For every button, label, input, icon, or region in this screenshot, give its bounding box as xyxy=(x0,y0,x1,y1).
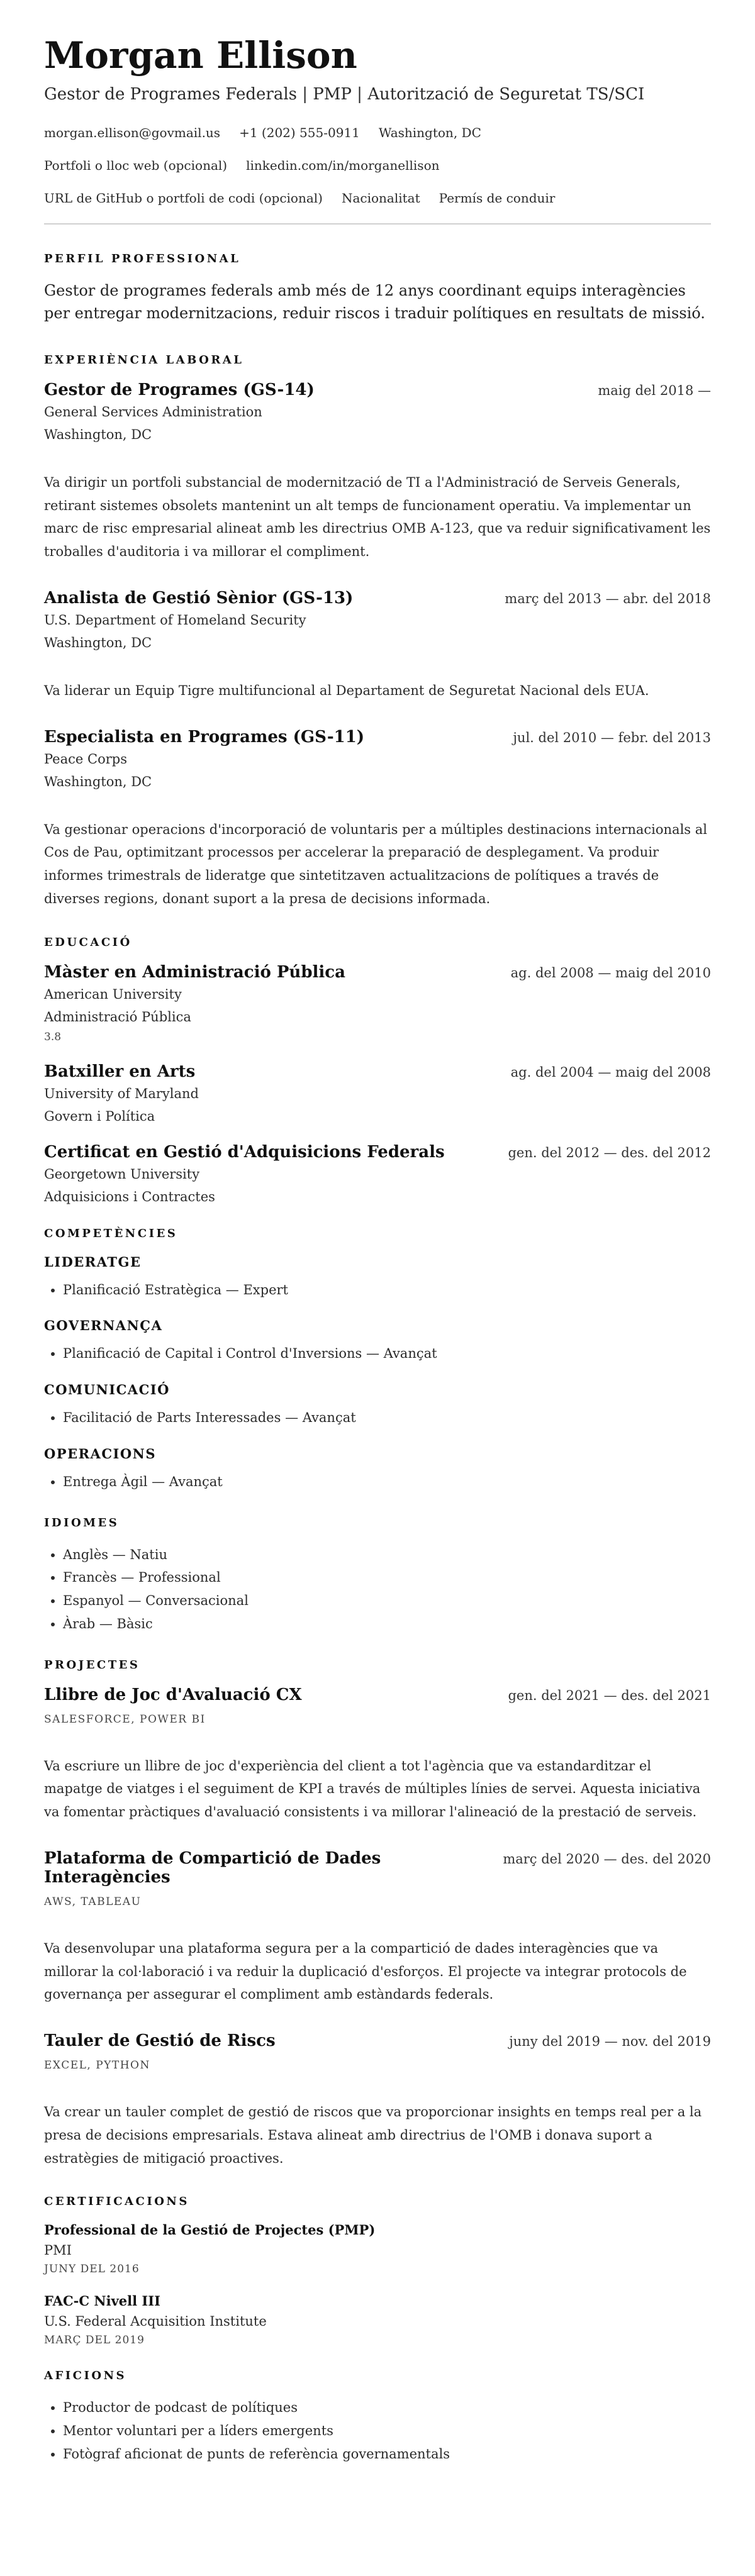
experience-org: General Services Administration xyxy=(44,404,262,419)
experience-entry xyxy=(44,589,711,702)
contact-nationality: Nacionalitat xyxy=(341,190,420,206)
certification-date: MARÇ DEL 2019 xyxy=(44,2334,145,2347)
summary-section-title: PERFIL PROFESSIONAL xyxy=(44,252,241,265)
language-item: • Espanyol — Conversacional xyxy=(63,1589,711,1613)
certifications-section xyxy=(44,2195,711,2346)
experience-entry xyxy=(44,728,711,911)
contact-location: Washington, DC xyxy=(378,125,481,140)
skill-item: • Entrega Àgil — Avançat xyxy=(63,1470,711,1494)
experience-role: Gestor de Programes (GS-14) xyxy=(44,380,315,399)
contact-github[interactable]: URL de GitHub o portfoli de codi (opcional) xyxy=(44,190,323,206)
experience-org: Peace Corps xyxy=(44,751,127,767)
experience-org: U.S. Department of Homeland Security xyxy=(44,612,306,628)
contact-row-primary xyxy=(44,125,711,140)
skill-item: • Planificació Estratègica — Expert xyxy=(63,1279,711,1302)
skill-item: • Planificació de Capital i Control d'Inversions — Avançat xyxy=(63,1342,711,1365)
experience-description: Va liderar un Equip Tigre multifuncional al Departament de Seguretat Nacional dels EUA. xyxy=(44,682,649,698)
certification-date: JUNY DEL 2016 xyxy=(44,2263,140,2276)
language-item: • Anglès — Natiu xyxy=(63,1543,711,1567)
header-divider xyxy=(44,223,711,225)
education-field: Govern i Política xyxy=(44,1108,155,1124)
experience-location: Washington, DC xyxy=(44,426,152,442)
project-tech: SALESFORCE, POWER BI xyxy=(44,1713,206,1726)
project-description: Va escriure un llibre de joc d'experiència del client a tot l'agència que va estandarditzar el mapatge de viatges i el seguiment de KPI a través de múltiples línies de servei. Aquesta iniciativa va fomentar pràctiques d'avaluació consistents i va millorar l'alineació de la prestació de serveis. xyxy=(44,1758,701,1820)
experience-role: Analista de Gestió Sènior (GS-13) xyxy=(44,588,354,608)
skill-category: OPERACIONS xyxy=(44,1445,157,1462)
language-item: • Àrab — Bàsic xyxy=(63,1613,711,1636)
project-entry xyxy=(44,1849,711,2006)
education-degree: Certificat en Gestió d'Adquisicions Federals xyxy=(44,1142,445,1162)
skill-list xyxy=(44,1406,711,1430)
contact-email[interactable]: morgan.ellison@govmail.us xyxy=(44,125,221,140)
language-item: • Francès — Professional xyxy=(63,1566,711,1589)
education-field: Administració Pública xyxy=(44,1009,191,1024)
certification-name: Professional de la Gestió de Projectes (PMP) xyxy=(44,2222,376,2238)
language-list xyxy=(44,1543,711,1636)
education-gpa: 3.8 xyxy=(44,1030,62,1043)
experience-entry xyxy=(44,380,711,564)
education-entry xyxy=(44,1143,711,1204)
projects-section-title: PROJECTES xyxy=(44,1658,140,1672)
project-name: Llibre de Joc d'Avaluació CX xyxy=(44,1685,302,1704)
education-field: Adquisicions i Contractes xyxy=(44,1189,215,1204)
hobby-item: • Productor de podcast de polítiques xyxy=(63,2396,711,2419)
education-section xyxy=(44,936,711,1204)
education-degree: Batxiller en Arts xyxy=(44,1062,196,1081)
project-dates: març del 2020 — des. del 2020 xyxy=(503,1851,711,1867)
contact-linkedin[interactable]: linkedin.com/in/morganellison xyxy=(246,157,440,173)
skill-category: GOVERNANÇA xyxy=(44,1318,163,1334)
contact-row-links xyxy=(44,158,711,173)
certification-entry xyxy=(44,2293,711,2346)
skill-list xyxy=(44,1342,711,1365)
certification-entry xyxy=(44,2222,711,2275)
skill-item: • Facilitació de Parts Interessades — Avançat xyxy=(63,1406,711,1430)
education-dates: ag. del 2004 — maig del 2008 xyxy=(510,1064,711,1080)
candidate-headline: Gestor de Programes Federals | PMP | Autorització de Seguretat TS/SCI xyxy=(44,84,645,104)
experience-section-title: EXPERIÈNCIA LABORAL xyxy=(44,353,244,367)
experience-description: Va dirigir un portfoli substancial de modernització de TI a l'Administració de Serveis Generals, retirant sistemes obsolets mantenint un alt temps de funcionament operatiu. Va implementar un marc de risc empresarial alineat amb les directrius OMB A-123, que va reduir significativament les troballes d'auditoria i va millorar el compliment. xyxy=(44,474,711,560)
project-tech: EXCEL, PYTHON xyxy=(44,2059,150,2072)
certifications-section-title: CERTIFICACIONS xyxy=(44,2195,189,2209)
certification-issuer: U.S. Federal Acquisition Institute xyxy=(44,2314,267,2329)
resume-header xyxy=(44,36,711,206)
education-school: University of Maryland xyxy=(44,1085,199,1101)
education-degree: Màster en Administració Pública xyxy=(44,962,345,982)
experience-role: Especialista en Programes (GS-11) xyxy=(44,727,365,747)
project-tech: AWS, TABLEAU xyxy=(44,1895,142,1908)
projects-section xyxy=(44,1658,711,2170)
education-school: American University xyxy=(44,986,182,1002)
hobby-item: • Mentor voluntari per a líders emergents xyxy=(63,2419,711,2443)
project-entry xyxy=(44,1685,711,1824)
project-entry xyxy=(44,2031,711,2170)
contact-row-extra xyxy=(44,191,711,206)
experience-description: Va gestionar operacions d'incorporació de voluntaris per a múltiples destinacions internacionals al Cos de Pau, optimitzant processos per accelerar la preparació de desplegament. Va produir informes trimestrals de lideratge que sintetitzaven actualitzacions de polítiques a través de diverses regions, donant suport a la presa de decisions informada. xyxy=(44,821,707,906)
skills-section xyxy=(44,1227,711,1494)
hobby-list xyxy=(44,2396,711,2465)
project-description: Va crear un tauler complet de gestió de riscos que va proporcionar insights en temps real per a la presa de decisions empresarials. Estava alineat amb directrius de l'OMB i donava suport a estratègies de mitigació proactives. xyxy=(44,2104,702,2166)
languages-section xyxy=(44,1516,711,1636)
project-description: Va desenvolupar una plataforma segura per a la compartició de dades interagències que va millorar la col·laboració i va reduir la duplicació d'esforços. El projecte va integrar protocols de governança per assegurar el compliment amb estàndards federals. xyxy=(44,1940,687,2002)
project-dates: gen. del 2021 — des. del 2021 xyxy=(508,1687,711,1703)
experience-dates: març del 2013 — abr. del 2018 xyxy=(505,591,711,606)
skill-list xyxy=(44,1279,711,1302)
experience-dates: maig del 2018 — xyxy=(598,382,711,398)
contact-portfolio[interactable]: Portfoli o lloc web (opcional) xyxy=(44,157,228,173)
education-entry xyxy=(44,1062,711,1124)
education-dates: ag. del 2008 — maig del 2010 xyxy=(510,965,711,980)
education-school: Georgetown University xyxy=(44,1166,200,1182)
project-name: Plataforma de Compartició de Dades Interagències xyxy=(44,1848,381,1887)
experience-location: Washington, DC xyxy=(44,635,152,650)
certification-name: FAC-C Nivell III xyxy=(44,2293,160,2309)
candidate-name: Morgan Ellison xyxy=(44,34,357,77)
skills-section-title: COMPETÈNCIES xyxy=(44,1226,178,1240)
skill-category: LIDERATGE xyxy=(44,1253,142,1270)
hobbies-section xyxy=(44,2369,711,2465)
contact-license: Permís de conduir xyxy=(439,190,556,206)
education-section-title: EDUCACIÓ xyxy=(44,935,132,949)
languages-section-title: IDIOMES xyxy=(44,1516,120,1530)
experience-dates: jul. del 2010 — febr. del 2013 xyxy=(513,730,711,745)
project-dates: juny del 2019 — nov. del 2019 xyxy=(509,2034,711,2050)
experience-location: Washington, DC xyxy=(44,774,152,789)
certification-issuer: PMI xyxy=(44,2243,72,2258)
contact-phone[interactable]: +1 (202) 555-0911 xyxy=(239,125,360,140)
experience-section xyxy=(44,353,711,911)
education-entry xyxy=(44,963,711,1043)
project-name: Tauler de Gestió de Riscs xyxy=(44,2031,276,2051)
hobbies-section-title: AFICIONS xyxy=(44,2369,127,2383)
skill-list xyxy=(44,1470,711,1494)
hobby-item: • Fotògraf aficionat de punts de referència governamentals xyxy=(63,2443,711,2466)
education-dates: gen. del 2012 — des. del 2012 xyxy=(508,1145,711,1160)
summary-text: Gestor de programes federals amb més de 12 anys coordinant equips interagències per entregar modernitzacions, reduir riscos i traduir polítiques en resultats de missió. xyxy=(44,281,705,322)
skill-category: COMUNICACIÓ xyxy=(44,1382,170,1398)
